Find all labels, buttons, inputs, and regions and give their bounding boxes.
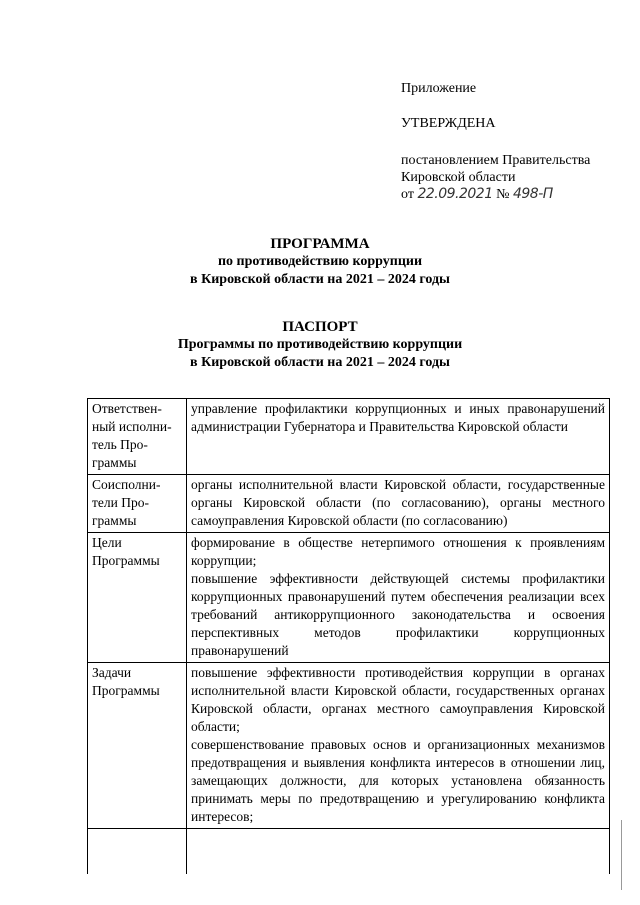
handwritten-number: 498-П [512,186,553,202]
handwritten-date: 22.09.2021 [417,186,493,202]
date-prefix: от [401,187,414,202]
region-label: Кировской области [401,170,516,185]
row-label: Соисполни-тели Про-граммы [88,475,187,533]
program-subtitle-1: по противодействию коррупции [217,254,423,269]
passport-heading [0,318,640,372]
program-subtitle-2: в Кировской области на 2021 – 2024 годы [190,272,450,287]
table-row [88,399,610,475]
row-text [187,399,610,475]
row-label: Цели Программы [88,533,187,663]
table-row [88,663,610,829]
passport-table [87,398,610,874]
passport-subtitle-2: в Кировской области на 2021 – 2024 годы [190,355,450,370]
scan-edge-mark [621,820,622,890]
approval-block [401,80,621,203]
passport-subtitle-1: Программы по противодействию коррупции [177,337,463,352]
table-row [88,475,610,533]
approved-label: УТВЕРЖДЕНА [401,116,496,131]
row-paragraph: повышение эффективности действующей системы профилактики коррупционных правонарушений путем обеспечения реализации всех требований антикоррупционного законодательства и освоения перспективных методов профилактики коррупционных правонарушений [191,571,605,658]
number-prefix: № [496,187,510,202]
row-paragraph: органы исполнительной власти Кировской области, государственные органы Кировской области (по согласованию), органы местного самоуправления Кировской области (по согласованию) [191,477,605,528]
row-paragraph: совершенствование правовых основ и организационных механизмов предотвращения и выявления конфликта интересов в отношении лиц, замещающих должности, для которых установлена обязанность принимать меры по предотвращению и урегулированию конфликта интересов; [191,737,605,824]
table-row-continued [88,829,610,875]
row-paragraph: управление профилактики коррупционных и иных правонарушений администрации Губернатора и Правительства Кировской области [191,401,605,434]
passport-title: ПАСПОРТ [282,319,358,335]
row-text [187,475,610,533]
row-text [187,533,610,663]
row-text-empty [187,829,610,875]
row-paragraph: формирование в обществе нетерпимого отношения к проявлениям коррупции; [191,535,605,568]
row-text [187,663,610,829]
row-label-empty [88,829,187,875]
row-label: Ответствен-ный исполни-тель Про-граммы [88,399,187,475]
resolution-label: постановлением Правительства [401,153,591,168]
table-row [88,533,610,663]
date-number-line [401,186,621,203]
program-title: ПРОГРАММА [270,236,370,252]
row-paragraph: повышение эффективности противодействия коррупции в органах исполнительной власти Кировской области, государственных органах Кировской области, органах местного самоуправления Кировской области; [191,665,605,734]
program-heading [0,235,640,289]
appendix-label: Приложение [401,81,477,96]
row-label: Задачи Программы [88,663,187,829]
